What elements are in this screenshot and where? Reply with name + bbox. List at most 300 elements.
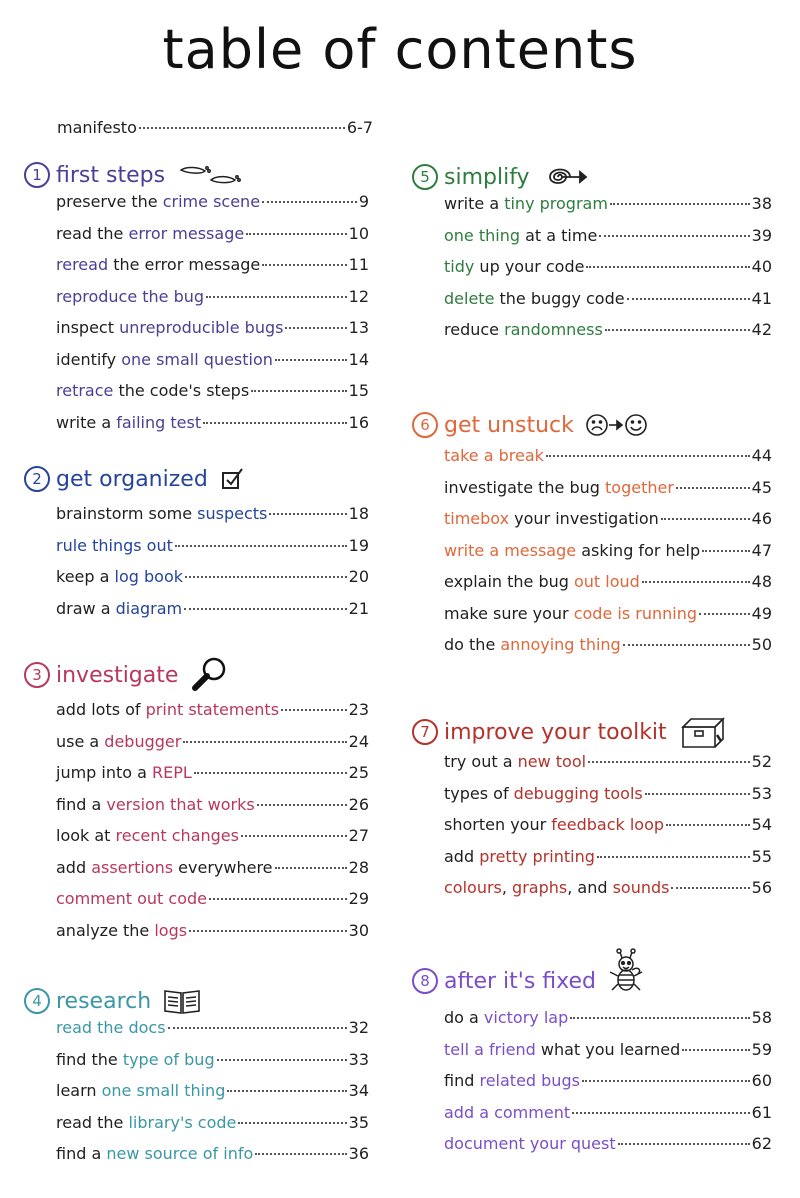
toc-entry[interactable] bbox=[444, 847, 772, 879]
toc-entry[interactable] bbox=[56, 732, 369, 764]
entry-text-plain: asking for help bbox=[576, 540, 701, 560]
entry-highlight: assertions bbox=[91, 857, 174, 877]
toc-entry[interactable] bbox=[444, 878, 772, 910]
section-research bbox=[24, 984, 369, 1176]
entry-highlight: type of bug bbox=[122, 1049, 215, 1069]
toc-entry[interactable] bbox=[56, 1113, 369, 1145]
page-number: 40 bbox=[751, 257, 772, 276]
dot-leader bbox=[623, 644, 750, 646]
section-number: 6 bbox=[412, 412, 438, 438]
dot-leader bbox=[275, 359, 347, 361]
section-entries bbox=[444, 1008, 772, 1166]
entry-text bbox=[56, 287, 204, 306]
section-get-unstuck bbox=[412, 408, 772, 667]
entry-text bbox=[444, 572, 640, 591]
dot-leader bbox=[194, 772, 347, 774]
entry-text bbox=[444, 752, 586, 771]
page-number: 15 bbox=[348, 381, 369, 400]
section-title: first steps bbox=[56, 162, 166, 188]
spiral-arrow-icon bbox=[542, 162, 590, 192]
toc-entry[interactable] bbox=[56, 255, 369, 287]
page-number: 48 bbox=[751, 572, 772, 591]
entry-text bbox=[444, 784, 643, 803]
dot-leader bbox=[586, 266, 749, 268]
entry-text bbox=[56, 1144, 253, 1163]
dot-leader bbox=[246, 233, 346, 235]
dot-leader bbox=[189, 930, 347, 932]
section-header[interactable] bbox=[412, 408, 772, 442]
entry-highlight: new tool bbox=[517, 752, 587, 771]
entry-highlight: code is running bbox=[573, 603, 697, 623]
toc-entry[interactable] bbox=[56, 599, 369, 631]
toc-entry[interactable] bbox=[56, 567, 369, 599]
toc-entry[interactable] bbox=[56, 1144, 369, 1176]
page-number: 30 bbox=[348, 920, 369, 940]
entry-text bbox=[56, 224, 244, 243]
entry-highlight: colours bbox=[444, 878, 502, 897]
page-number: 33 bbox=[348, 1049, 369, 1069]
entry-text bbox=[56, 763, 192, 782]
entry-highlight: recent changes bbox=[115, 826, 239, 845]
entry-text-plain: add lots of bbox=[56, 700, 146, 719]
section-header[interactable] bbox=[412, 160, 772, 194]
page-number: 35 bbox=[348, 1112, 369, 1132]
entry-text bbox=[444, 635, 621, 654]
page-number: 16 bbox=[348, 412, 369, 432]
entry-highlight: new source of info bbox=[106, 1144, 254, 1163]
entry-highlight: out loud bbox=[574, 572, 640, 591]
entry-highlight: diagram bbox=[115, 598, 183, 618]
entry-text-plain: add bbox=[444, 846, 480, 866]
page-number: 52 bbox=[751, 752, 772, 771]
section-entries bbox=[56, 504, 369, 630]
entry-text-plain: read the bbox=[56, 223, 129, 243]
section-entries bbox=[444, 446, 772, 667]
page-number: 42 bbox=[751, 320, 772, 339]
entry-text-plain: reduce bbox=[444, 320, 505, 339]
entry-text-plain: what you learned bbox=[535, 1039, 681, 1059]
toc-entry[interactable] bbox=[56, 826, 369, 858]
entry-text-plain: do a bbox=[444, 1008, 484, 1027]
entry-text bbox=[444, 1134, 616, 1153]
entry-text-plain: find the bbox=[56, 1049, 123, 1069]
entry-highlight: logs bbox=[154, 920, 188, 940]
toc-entry[interactable] bbox=[56, 192, 369, 224]
entry-highlight: take a break bbox=[444, 446, 544, 465]
entry-highlight: unreproducible bugs bbox=[119, 318, 284, 337]
dot-leader bbox=[666, 824, 750, 826]
entry-text-plain: the error message bbox=[108, 255, 261, 274]
entry-text bbox=[56, 567, 183, 586]
entry-text bbox=[444, 1071, 580, 1090]
toc-entry[interactable] bbox=[444, 257, 772, 289]
section-number: 7 bbox=[412, 719, 438, 745]
entry-text bbox=[444, 1040, 680, 1059]
toc-entry[interactable] bbox=[56, 1050, 369, 1082]
page-number: 24 bbox=[348, 731, 369, 751]
entry-text bbox=[444, 257, 584, 276]
entry-highlight: sounds bbox=[612, 878, 670, 897]
entry-text-plain: learn bbox=[56, 1081, 102, 1100]
dot-leader bbox=[251, 390, 346, 392]
dot-leader bbox=[168, 1027, 347, 1029]
entry-text bbox=[56, 599, 182, 618]
entry-text bbox=[56, 1081, 225, 1100]
entry-highlight: randomness bbox=[504, 320, 603, 339]
toc-entry[interactable] bbox=[444, 752, 772, 784]
toc-entry[interactable] bbox=[56, 921, 369, 953]
dot-leader bbox=[702, 550, 750, 552]
page-number: 56 bbox=[751, 878, 772, 897]
section-entries bbox=[56, 192, 369, 444]
entry-text-plain: make sure your bbox=[444, 603, 574, 623]
page-number: 62 bbox=[751, 1134, 772, 1153]
entry-text bbox=[444, 604, 697, 623]
section-header[interactable] bbox=[412, 712, 772, 752]
entry-text bbox=[56, 889, 207, 908]
toc-entry[interactable] bbox=[444, 635, 772, 667]
entry-text-plain: find a bbox=[56, 1144, 107, 1163]
entry-text-plain: at a time bbox=[520, 225, 598, 245]
entry-text-plain: add bbox=[56, 857, 92, 877]
dot-leader bbox=[642, 581, 750, 583]
entry-highlight: read the docs bbox=[56, 1018, 166, 1037]
entry-text bbox=[444, 1103, 570, 1122]
entry-text bbox=[56, 921, 187, 940]
page-number: 47 bbox=[751, 540, 772, 560]
toc-entry[interactable] bbox=[444, 541, 772, 573]
entry-highlight: crime scene bbox=[162, 192, 261, 211]
magnifying-glass-icon bbox=[190, 655, 230, 695]
toc-entry[interactable] bbox=[444, 1008, 772, 1040]
entry-highlight: tidy bbox=[444, 257, 475, 276]
entry-highlight: graphs bbox=[512, 878, 568, 897]
entry-text bbox=[444, 226, 597, 245]
entry-highlight: error message bbox=[128, 223, 245, 243]
dot-leader bbox=[257, 804, 347, 806]
section-improve-your-toolkit bbox=[412, 712, 772, 910]
entry-highlight: failing test bbox=[116, 412, 202, 432]
page-number: 6-7 bbox=[346, 118, 373, 137]
toc-entry[interactable] bbox=[444, 478, 772, 510]
page-number: 38 bbox=[751, 194, 772, 213]
entry-highlight: related bugs bbox=[479, 1071, 580, 1090]
entry-text-plain: write a bbox=[444, 194, 505, 213]
page-number: 41 bbox=[751, 288, 772, 308]
page-number: 60 bbox=[751, 1071, 772, 1090]
entry-highlight: one small question bbox=[121, 349, 273, 369]
entry-highlight: tiny program bbox=[504, 194, 608, 213]
entry-text-plain: investigate the bug bbox=[444, 477, 605, 497]
entry-text-plain: analyze the bbox=[56, 920, 155, 940]
dot-leader bbox=[699, 613, 750, 615]
entry-text-plain: types of bbox=[444, 783, 514, 803]
dot-leader bbox=[546, 455, 750, 457]
dot-leader bbox=[175, 545, 347, 547]
entry-highlight: print statements bbox=[145, 700, 280, 719]
entry-text-plain: jump into a bbox=[56, 763, 153, 782]
toc-entry[interactable] bbox=[444, 784, 772, 816]
section-entries bbox=[56, 1018, 369, 1176]
manifesto-entry[interactable] bbox=[57, 118, 373, 150]
entry-text bbox=[444, 878, 669, 897]
page-number: 25 bbox=[348, 763, 369, 782]
entry-text bbox=[56, 504, 267, 523]
entry-text bbox=[444, 509, 659, 528]
entry-text-plain: the code's steps bbox=[113, 381, 250, 400]
dot-leader bbox=[241, 835, 347, 837]
page-number: 9 bbox=[358, 192, 369, 211]
dot-leader bbox=[238, 1122, 346, 1124]
entry-text bbox=[56, 858, 273, 877]
entry-text-plain: explain the bug bbox=[444, 572, 574, 591]
entry-highlight: debugger bbox=[104, 731, 182, 751]
entry-text-plain: identify bbox=[56, 349, 122, 369]
entry-text-plain: brainstorm some bbox=[56, 504, 198, 523]
page-number: 18 bbox=[348, 504, 369, 523]
section-title: simplify bbox=[444, 164, 530, 190]
page-number: 23 bbox=[348, 700, 369, 719]
entry-text bbox=[444, 478, 674, 497]
section-header[interactable] bbox=[412, 950, 772, 1012]
dot-leader bbox=[682, 1049, 749, 1051]
page-number: 53 bbox=[751, 783, 772, 803]
toc-entry[interactable] bbox=[444, 289, 772, 321]
toc-entry[interactable] bbox=[56, 889, 369, 921]
entry-text bbox=[444, 847, 595, 866]
toc-entry[interactable] bbox=[56, 700, 369, 732]
section-title: improve your toolkit bbox=[444, 719, 667, 745]
toc-entry[interactable] bbox=[56, 795, 369, 827]
toc-entry[interactable] bbox=[444, 572, 772, 604]
entry-text bbox=[56, 192, 260, 211]
page-number: 19 bbox=[348, 535, 369, 555]
toc-entry[interactable] bbox=[56, 224, 369, 256]
entry-text bbox=[56, 350, 273, 369]
entry-text-plain: , and bbox=[567, 878, 613, 897]
section-title: get unstuck bbox=[444, 412, 574, 438]
page-number: 10 bbox=[348, 223, 369, 243]
toc-entry[interactable] bbox=[444, 509, 772, 541]
toc-entry[interactable] bbox=[444, 604, 772, 636]
entry-text bbox=[56, 1018, 166, 1037]
entry-text bbox=[56, 255, 260, 274]
toc-entry[interactable] bbox=[444, 1103, 772, 1135]
page-number: 50 bbox=[751, 635, 772, 654]
dot-leader bbox=[262, 201, 357, 203]
page-number: 14 bbox=[348, 349, 369, 369]
dot-leader bbox=[610, 203, 750, 205]
entry-text bbox=[444, 1008, 568, 1027]
entry-text-plain: try out a bbox=[444, 752, 518, 771]
dot-leader bbox=[227, 1090, 346, 1092]
entry-highlight: add a comment bbox=[444, 1102, 571, 1122]
entry-highlight: pretty printing bbox=[479, 846, 595, 866]
entry-highlight: version that works bbox=[106, 794, 255, 814]
toc-entry[interactable] bbox=[444, 1040, 772, 1072]
dot-leader bbox=[281, 709, 347, 711]
dot-leader bbox=[599, 235, 749, 237]
section-header[interactable] bbox=[24, 658, 369, 692]
dot-leader bbox=[203, 422, 347, 424]
toc-entry[interactable] bbox=[56, 318, 369, 350]
page-number: 12 bbox=[348, 286, 369, 306]
page-number: 11 bbox=[348, 255, 369, 274]
dot-leader bbox=[597, 856, 750, 858]
toc-entry[interactable] bbox=[444, 815, 772, 847]
section-number: 1 bbox=[24, 162, 50, 188]
entry-text-plain: everywhere bbox=[173, 857, 273, 877]
entry-text bbox=[56, 318, 283, 337]
dot-leader bbox=[184, 608, 347, 610]
toolbox-icon bbox=[679, 715, 727, 749]
entry-text-plain: the buggy code bbox=[494, 288, 625, 308]
section-number: 5 bbox=[412, 164, 438, 190]
entry-text bbox=[444, 541, 700, 560]
page-number: 13 bbox=[348, 318, 369, 337]
entry-text bbox=[56, 413, 201, 432]
entry-text-plain: shorten your bbox=[444, 815, 552, 834]
toc-entry[interactable] bbox=[56, 350, 369, 382]
dot-leader bbox=[618, 1143, 750, 1145]
toc-entry[interactable] bbox=[56, 287, 369, 319]
section-first-steps bbox=[24, 158, 369, 444]
entry-text bbox=[56, 1050, 215, 1069]
page-number: 20 bbox=[348, 567, 369, 586]
section-number: 3 bbox=[24, 662, 50, 688]
entry-text-plain: manifesto bbox=[57, 118, 137, 137]
section-title: investigate bbox=[56, 662, 179, 688]
entry-highlight: rule things out bbox=[56, 535, 173, 555]
toc-entry[interactable] bbox=[56, 381, 369, 413]
toc-entry[interactable] bbox=[444, 1134, 772, 1166]
section-header[interactable] bbox=[24, 158, 369, 192]
toc-entry[interactable] bbox=[56, 763, 369, 795]
entry-highlight: REPL bbox=[152, 763, 192, 782]
page-number: 54 bbox=[751, 815, 772, 834]
dot-leader bbox=[185, 576, 347, 578]
entry-text bbox=[56, 826, 239, 845]
dot-leader bbox=[217, 1059, 347, 1061]
entry-text-plain: find bbox=[444, 1071, 480, 1090]
page-number: 21 bbox=[348, 598, 369, 618]
section-simplify bbox=[412, 160, 772, 352]
entry-text bbox=[444, 289, 625, 308]
dot-leader bbox=[262, 264, 346, 266]
dot-leader bbox=[645, 793, 750, 795]
entry-highlight: one small thing bbox=[101, 1081, 226, 1100]
toc-entry[interactable] bbox=[56, 536, 369, 568]
entry-highlight: debugging tools bbox=[513, 783, 643, 803]
toc-entry[interactable] bbox=[57, 118, 373, 150]
entry-highlight: one thing bbox=[444, 225, 521, 245]
toc-entry[interactable] bbox=[56, 504, 369, 536]
dot-leader bbox=[275, 867, 347, 869]
section-entries bbox=[56, 700, 369, 952]
page-number: 32 bbox=[348, 1018, 369, 1037]
entry-highlight: reread bbox=[56, 255, 109, 274]
entry-text-plain: look at bbox=[56, 826, 116, 845]
dot-leader bbox=[269, 513, 346, 515]
toc-entry[interactable] bbox=[56, 1081, 369, 1113]
entry-text bbox=[444, 320, 603, 339]
toc-entry[interactable] bbox=[444, 446, 772, 478]
entry-text-plain: draw a bbox=[56, 598, 116, 618]
page-number: 61 bbox=[751, 1102, 772, 1122]
entry-text bbox=[444, 446, 544, 465]
dot-leader bbox=[676, 487, 750, 489]
footprints-icon bbox=[177, 162, 241, 188]
entry-text bbox=[444, 815, 664, 834]
open-book-icon bbox=[163, 987, 201, 1015]
entry-text-plain: preserve the bbox=[56, 192, 163, 211]
section-number: 8 bbox=[412, 968, 438, 994]
toc-entry[interactable] bbox=[56, 413, 369, 445]
bug-icon bbox=[608, 948, 644, 996]
page-number: 27 bbox=[348, 826, 369, 845]
toc-entry[interactable] bbox=[444, 226, 772, 258]
entry-highlight: suspects bbox=[197, 504, 268, 523]
page-number: 59 bbox=[751, 1039, 772, 1059]
page-number: 34 bbox=[348, 1081, 369, 1100]
dot-leader bbox=[572, 1112, 750, 1114]
dot-leader bbox=[605, 329, 750, 331]
dot-leader bbox=[209, 898, 347, 900]
entry-highlight: together bbox=[605, 477, 674, 497]
dot-leader bbox=[206, 296, 347, 298]
entry-highlight: feedback loop bbox=[551, 815, 665, 834]
entry-text-plain: use a bbox=[56, 731, 105, 751]
dot-leader bbox=[627, 298, 750, 300]
page-title: table of contents bbox=[162, 18, 638, 81]
entry-text-plain: inspect bbox=[56, 318, 120, 337]
toc-entry[interactable] bbox=[444, 194, 772, 226]
section-header[interactable] bbox=[24, 462, 369, 496]
sad-to-happy-face-icon bbox=[586, 412, 650, 438]
entry-text-plain: read the bbox=[56, 1112, 129, 1132]
entry-text-plain: find a bbox=[56, 794, 107, 814]
entry-highlight: comment out code bbox=[56, 889, 207, 908]
toc-entry[interactable] bbox=[444, 1071, 772, 1103]
section-after-its-fixed bbox=[412, 950, 772, 1166]
page-number: 26 bbox=[348, 794, 369, 814]
page-number: 55 bbox=[751, 846, 772, 866]
dot-leader bbox=[255, 1153, 346, 1155]
entry-highlight: retrace bbox=[56, 381, 114, 400]
page-number: 58 bbox=[751, 1008, 772, 1027]
page-number: 44 bbox=[751, 446, 772, 465]
section-number: 2 bbox=[24, 466, 50, 492]
page-number: 29 bbox=[348, 889, 369, 908]
page-number: 49 bbox=[751, 603, 772, 623]
entry-highlight: delete bbox=[444, 288, 495, 308]
dot-leader bbox=[139, 127, 345, 129]
entry-text bbox=[56, 732, 181, 751]
toc-entry[interactable] bbox=[56, 1018, 369, 1050]
entry-text-plain: do the bbox=[444, 635, 501, 654]
page-number: 39 bbox=[751, 225, 772, 245]
entry-highlight: victory lap bbox=[483, 1008, 569, 1027]
section-header[interactable] bbox=[24, 984, 369, 1018]
dot-leader bbox=[661, 518, 750, 520]
entry-text bbox=[57, 118, 137, 137]
checkbox-icon bbox=[220, 466, 246, 492]
toc-entry[interactable] bbox=[56, 858, 369, 890]
toc-entry[interactable] bbox=[444, 320, 772, 352]
page-number: 46 bbox=[751, 509, 772, 528]
dot-leader bbox=[570, 1017, 749, 1019]
entry-text-plain: up your code bbox=[474, 257, 585, 276]
